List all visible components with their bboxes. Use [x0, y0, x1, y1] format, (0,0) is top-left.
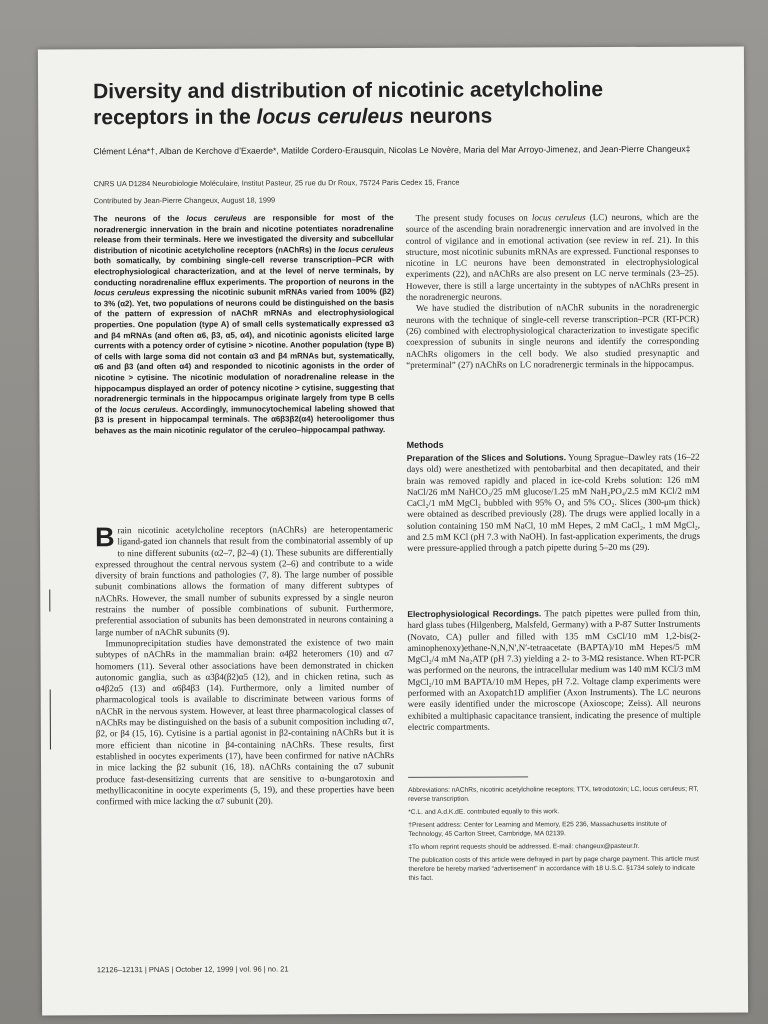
- abstract: The neurons of the locus ceruleus are responsible for most of the noradrenergic innervation in the brain and nicotine potentiates noradrenaline release from their terminals. Here we investigated the diversity and subcellular distribution of nicotinic acetylcholine receptors (nAChRs) in the locus ceruleus both somatically, by combining single-cell reverse transcription–PCR with electrophysiological characterization, and at the level of nerve terminals, by conducting noradrenaline efflux experiments. The proportion of neurons in the locus ceruleus expressing the nicotinic subunit mRNAs varied from 100% (β2) to 3% (α2). Yet, two populations of neurons could be distinguished on the basis of the pattern of expression of nAChR mRNAs and electrophysiological properties. One population (type A) of small cells systematically expressed α3 and β4 mRNAs (and often α6, β3, α5, α4), and nicotinic agonists elicited large currents with a potency order of cytisine > nicotine. Another population (type B) of cells with large soma did not contain α3 and β4 mRNAs but, systematically, α6 and β3 (and often α4) and responded to nicotinic agonists in the order of nicotine > cytisine. The nicotinic modulation of noradrenaline release in the hippocampus displayed an order of potency nicotine > cytisine, suggesting that noradrenergic terminals in the hippocampus originate largely from type B cells of the locus ceruleus. Accordingly, immunocytochemical labeling showed that β3 is present in hippocampal terminals. The α6β3β2(α4) heterooligomer thus behaves as the main nicotinic regulator of the ceruleo–hippocampal pathway.: [93, 212, 395, 436]
- intro-paragraph-4: We have studied the distribution of nAChR subunits in the noradrenergic neurons with the technique of single-cell reverse transcription–PCR (RT-PCR) (26) combined with electrophysiological characterization to investigate specific coexpression of subunits in single neurons and identify the corresponding nAChRs oligomers in the cell body. We also studied presynaptic and “preterminal” (27) nAChRs on LC noradrenergic terminals in the hippocampus.: [406, 302, 700, 370]
- methods-electrophysiology: Electrophysiological Recordings. The patch pipettes were pulled from thin, hard glass tubes (Hilgenberg, Malsfeld, Germany) with a P-87 Sutter Instruments (Novato, CA) puller and filled with 135 mM CsCl/10 mM 1,2-bis(2-aminophenoxy)ethane-N,N,N′,N′-tetraacetate (BAPTA)/10 mM Hepes/5 mM MgCl₂/4 mM Na₂ATP (pH 7.3) yielding a 2- to 3-MΩ resistance. When RT-PCR was performed on the neurons, the intracellular medium was 140 mM KCl/3 mM MgCl₂/10 mM BAPTA/10 mM Hepes, pH 7.2. Voltage clamp experiments were performed with an Axopatch1D amplifier (Axon Instruments). The LC neurons were easily identified under the microscope (Axioscope; Zeiss). All neurons exhibited a multiphasic capacitance transient, indicating the presence of multiple electric compartments.: [407, 607, 701, 732]
- journal-page: [38, 46, 748, 1015]
- article-title: Diversity and distribution of nicotinic acetylcholine receptors in the locus ceruleus neurons: [93, 78, 604, 130]
- left-column-body: [95, 524, 394, 808]
- intro-paragraph-3: The present study focuses on locus ceruleus (LC) neurons, which are the source of the ascending brain noradrenergic innervation and are involved in the control of vigilance and in emotional activation (see review in ref. 21). In this structure, most nicotinic subunits mRNAs are expressed. Functional responses to nicotine in LC neurons have been demonstrated in electrophysiological experiments (22), and nAChRs are also present on LC nerve terminals (23–25). However, there is still a large uncertainty in the subtypes of nAChRs present in the noradrenergic neurons.: [405, 211, 699, 303]
- footnotes: [408, 785, 701, 887]
- drop-cap: B: [94, 522, 115, 553]
- correspondence-note: ‡To whom reprint requests should be addressed. E-mail: changeux@pasteur.fr.: [408, 842, 640, 851]
- footnote-divider: [408, 776, 528, 778]
- page-footer: 12126–12131 | PNAS | October 12, 1999 | vol. 96 | no. 21: [96, 964, 289, 975]
- electrophysiology-subheading: Electrophysiological Recordings.: [407, 608, 542, 619]
- preparation-subheading: Preparation of the Slices and Solutions.: [406, 452, 567, 463]
- margin-mark: [49, 589, 50, 611]
- contributed-by: Contributed by Jean-Pierre Changeux, August 18, 1999: [93, 195, 276, 206]
- equal-contribution-note: *C.L. and A.d.K.dE. contributed equally to this work.: [408, 808, 560, 816]
- affiliation: CNRS UA D1284 Neurobiologie Moléculaire, Institut Pasteur, 25 rue du Dr Roux, 75724 Paris Cedex 15, France: [93, 177, 460, 189]
- margin-mark: [50, 689, 51, 749]
- present-address-note: †Present address: Center for Learning and Memory, E25 236, Massachusetts Institute of Technology, 45 Carlton Street, Cambridge, MA 02139.: [408, 820, 667, 838]
- author-list: Clément Léna*†, Alban de Kerchove d’Exaerde*, Matilde Cordero-Erausquin, Nicolas Le Novère, Maria del Mar Arroyo-Jimenez, and Jean-Pierre Changeux‡: [93, 143, 691, 157]
- intro-paragraph-1: Brain nicotinic acetylcholine receptors (nAChRs) are heteropentameric ligand-gated ion channels that result from the combinatorial assembly of up to nine different subunits (α2–7, β2–4) (1). These subunits are differentially expressed throughout the central nervous system (2–6) and contribute to a wide diversity of brain functions and pathologies (7, 8). The large number of possible subunit combinations allows the formation of many different subtypes of nAChRs. However, the small number of subunits expressed by a single neuron restrains the number of possible combinations of subunit. Furthermore, preferential association of subunits has been demonstrated in neurons containing a large number of nAChR subunits (9).: [94, 522, 394, 637]
- right-column-intro: [406, 212, 700, 371]
- methods-preparation: Preparation of the Slices and Solutions. Young Sprague–Dawley rats (16–22 days old) were anesthetized with pentobarbital and then decapitated, and their brain was removed rapidly and placed in ice-cold Krebs solution: 126 mM NaCl/26 mM NaHCO₃/25 mM glucose/1.25 mM NaH₂PO₄/2.5 mM KCl/2 mM CaCl₂/1 mM MgCl₂ bubbled with 95% O₂ and 5% CO₂. Slices (300-μm thick) were obtained as described previously (28). The drugs were applied locally in a solution containing 150 mM NaCl, 10 mM Hepes, 2 mM CaCl₂, 1 mM MgCl₂, and 2.5 mM KCl (pH 7.3 with NaOH). In fast-application experiments, the drugs were pressure-applied through a patch pipette during 5–20 ms (29).: [406, 451, 701, 554]
- publication-costs-note: The publication costs of this article were defrayed in part by page charge payment. This article must therefore be hereby marked “advertisement” in accordance with 18 U.S.C. §1734 solely to indicate this fact.: [408, 855, 699, 882]
- intro-paragraph-2: Immunoprecipitation studies have demonstrated the existence of two main subtypes of nAChRs in the mammalian brain: α4β2 heteromers (10) and α7 homomers (11). Several other associations have been demonstrated in chicken autonomic ganglia, such as α3β4(β2)α5 (12), and in chicken retina, such as α4β2α5 (13) and α6β4β3 (14). Furthermore, only a limited number of pharmacological tools is available to discriminate between various forms of nAChR in the nervous system. However, at least three pharmacological classes of nAChRs may be distinguished on the basis of a subunit composition including α7, β2, or β4 (15, 16). Cytisine is a partial agonist in β2-containing nAChRs but it is more efficient than nicotine in β4-containing nAChRs. These results, first established in oocytes experiments (17), have been confirmed for native nAChRs in mice lacking the β2 subunit (16, 18). nAChRs containing the α7 subunit produce fast-desensitizing currents that are sensitive to α-bungarotoxin and methyllicaconitine in oocyte experiments (5, 19), and these properties have been confirmed with mice lacking the α7 subunit (20).: [95, 636, 395, 807]
- methods-heading: Methods: [406, 439, 444, 450]
- abbreviations-note: Abbreviations: nAChRs, nicotinic acetylcholine receptors; TTX, tetrodotoxin; LC, locus ceruleus; RT, reverse transcription.: [408, 785, 699, 803]
